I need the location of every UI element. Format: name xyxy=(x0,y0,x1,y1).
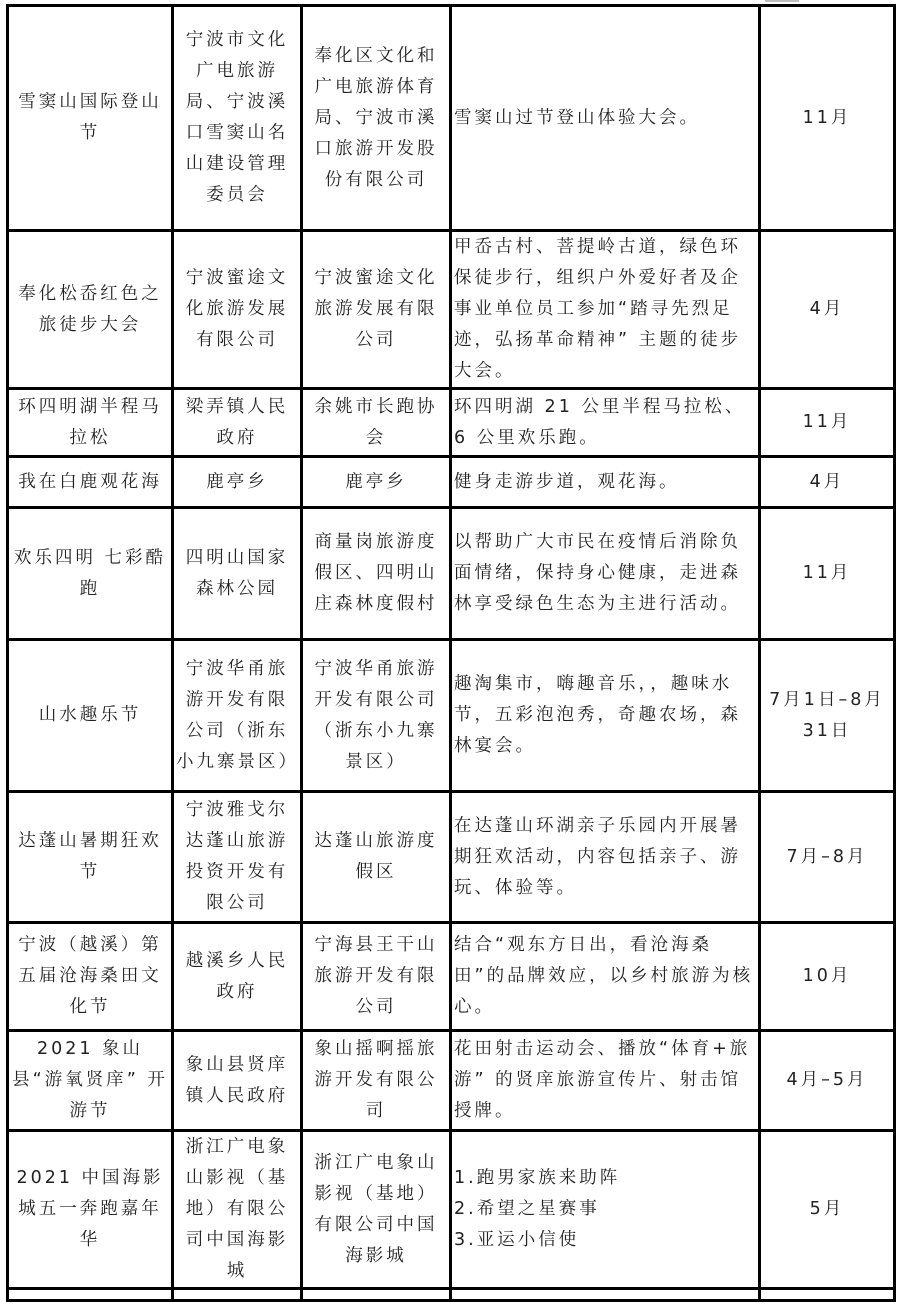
host-cell: 商量岗旅游度假区、四明山庄森林度假村 xyxy=(302,508,451,640)
content-cell: 以帮助广大市民在疫情后消除负面情绪，保持身心健康，走进森林享受绿色生态为主进行活动。 xyxy=(451,508,760,640)
organizer-cell: 宁波市文化广电旅游局、宁波溪口雪窦山名山建设管理委员会 xyxy=(173,6,302,231)
event-name-cell: 宁波（越溪）第五届沧海桑田文化节 xyxy=(8,923,173,1031)
time-cell: 7月1日–8月31日 xyxy=(760,640,895,792)
content-cell: 花田射击运动会、播放“体育+旅游” 的贤庠旅游宣传片、射击馆授牌。 xyxy=(451,1031,760,1131)
time-cell: 4月 xyxy=(760,457,895,508)
host-cell: 象山摇啊摇旅游开发有限公司 xyxy=(302,1031,451,1131)
organizer-cell: 宁波蜜途文化旅游发展有限公司 xyxy=(173,231,302,389)
event-name-cell: 雪窦山国际登山节 xyxy=(8,6,173,231)
empty-cell xyxy=(302,1289,451,1301)
host-cell: 达蓬山旅游度假区 xyxy=(302,792,451,923)
event-name-cell: 我在白鹿观花海 xyxy=(8,457,173,508)
organizer-cell: 象山县贤庠镇人民政府 xyxy=(173,1031,302,1131)
table-row-partial xyxy=(8,1289,895,1301)
host-cell: 鹿亭乡 xyxy=(302,457,451,508)
event-name-cell: 欢乐四明 七彩酷跑 xyxy=(8,508,173,640)
empty-cell xyxy=(760,1289,895,1301)
empty-cell xyxy=(451,1289,760,1301)
table-row xyxy=(8,792,895,923)
table-row xyxy=(8,923,895,1031)
event-name-cell: 2021 象山县“游氧贤庠” 开游节 xyxy=(8,1031,173,1131)
table-row xyxy=(8,508,895,640)
time-cell: 7月–8月 xyxy=(760,792,895,923)
content-list-item: 2.希望之星赛事 xyxy=(454,1199,600,1219)
host-cell: 宁波蜜途文化旅游发展有限公司 xyxy=(302,231,451,389)
content-list-item: 1.跑男家族来助阵 xyxy=(454,1168,621,1188)
time-cell: 11月 xyxy=(760,389,895,457)
table-row xyxy=(8,457,895,508)
host-cell: 浙江广电象山影视（基地）有限公司中国海影城 xyxy=(302,1131,451,1289)
host-cell: 余姚市长跑协会 xyxy=(302,389,451,457)
event-name-cell: 环四明湖半程马拉松 xyxy=(8,389,173,457)
table-row xyxy=(8,1031,895,1131)
content-cell: 健身走游步道，观花海。 xyxy=(451,457,760,508)
organizer-cell: 四明山国家森林公园 xyxy=(173,508,302,640)
organizer-cell: 鹿亭乡 xyxy=(173,457,302,508)
time-cell: 4月–5月 xyxy=(760,1031,895,1131)
table-row xyxy=(8,640,895,792)
empty-cell xyxy=(173,1289,302,1301)
content-cell xyxy=(451,1131,760,1289)
content-cell: 雪窦山过节登山体验大会。 xyxy=(451,6,760,231)
page-edge-mark xyxy=(765,0,799,2)
content-cell: 甲岙古村、菩提岭古道，绿色环保徒步行，组织户外爱好者及企事业单位员工参加“踏寻先烈足迹，弘扬革命精神” 主题的徒步大会。 xyxy=(451,231,760,389)
organizer-cell: 浙江广电象山影视（基地）有限公司中国海影城 xyxy=(173,1131,302,1289)
content-cell: 环四明湖 21 公里半程马拉松、6 公里欢乐跑。 xyxy=(451,389,760,457)
content-cell: 趣淘集市，嗨趣音乐，，趣味水节，五彩泡泡秀，奇趣农场，森林宴会。 xyxy=(451,640,760,792)
host-cell: 宁海县王干山旅游开发有限公司 xyxy=(302,923,451,1031)
table-row xyxy=(8,231,895,389)
table-row xyxy=(8,6,895,231)
organizer-cell: 越溪乡人民政府 xyxy=(173,923,302,1031)
time-cell: 5月 xyxy=(760,1131,895,1289)
host-cell: 宁波华甬旅游开发有限公司（浙东小九寨景区） xyxy=(302,640,451,792)
event-name-cell: 2021 中国海影城五一奔跑嘉年华 xyxy=(8,1131,173,1289)
organizer-cell: 宁波雅戈尔达蓬山旅游投资开发有限公司 xyxy=(173,792,302,923)
organizer-cell: 梁弄镇人民政府 xyxy=(173,389,302,457)
content-cell: 在达蓬山环湖亲子乐园内开展暑期狂欢活动，内容包括亲子、游玩、体验等。 xyxy=(451,792,760,923)
empty-cell xyxy=(8,1289,173,1301)
content-list-item: 3.亚运小信使 xyxy=(454,1230,580,1250)
table-row xyxy=(8,1131,895,1289)
content-cell: 结合“观东方日出，看沧海桑田”的品牌效应，以乡村旅游为核心。 xyxy=(451,923,760,1031)
time-cell: 11月 xyxy=(760,508,895,640)
organizer-cell: 宁波华甬旅游开发有限公司（浙东小九寨景区） xyxy=(173,640,302,792)
table-row xyxy=(8,389,895,457)
time-cell: 11月 xyxy=(760,6,895,231)
events-table xyxy=(6,4,896,1302)
event-name-cell: 奉化松岙红色之旅徒步大会 xyxy=(8,231,173,389)
time-cell: 10月 xyxy=(760,923,895,1031)
time-cell: 4月 xyxy=(760,231,895,389)
event-name-cell: 山水趣乐节 xyxy=(8,640,173,792)
host-cell: 奉化区文化和广电旅游体育局、宁波市溪口旅游开发股份有限公司 xyxy=(302,6,451,231)
event-name-cell: 达蓬山暑期狂欢节 xyxy=(8,792,173,923)
